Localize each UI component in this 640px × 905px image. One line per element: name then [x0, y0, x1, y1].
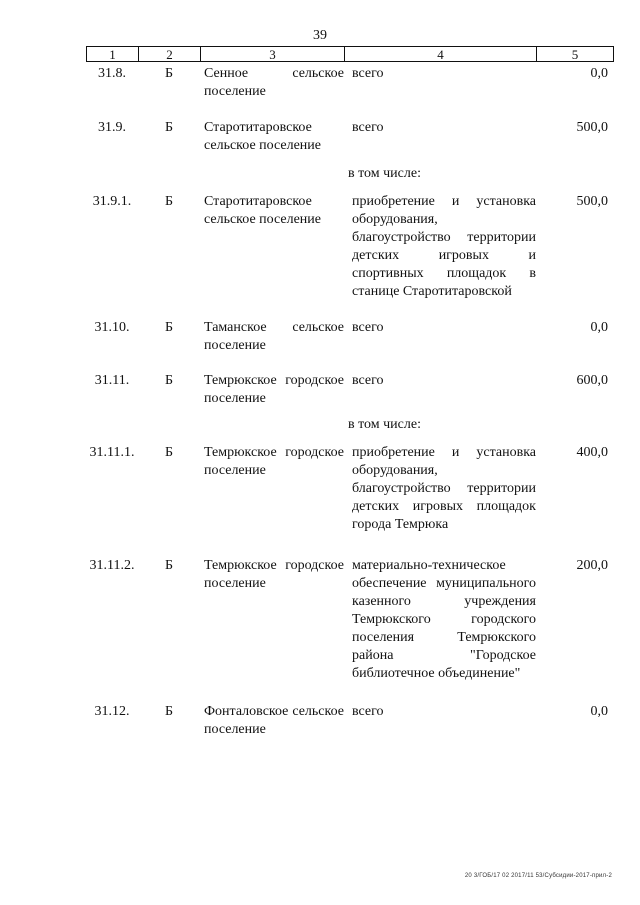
row-number: 31.8. [98, 66, 126, 81]
row-number: 31.11.1. [89, 445, 135, 460]
table-header [86, 46, 614, 62]
row-value: 0,0 [590, 320, 608, 335]
row-purpose: всего [352, 66, 384, 81]
footer-file-path: 20 3/ГОБ/17 02 2017/11 53/Субсидии-2017-прил-2 [464, 873, 612, 879]
row-value: 400,0 [576, 445, 608, 460]
row-name: Фонталовское сельское поселение [204, 704, 344, 737]
row-value: 200,0 [576, 558, 608, 573]
table-row [86, 703, 614, 739]
row-code: Б [164, 445, 174, 460]
row-code: Б [164, 194, 174, 209]
header-col-1: 1 [87, 47, 139, 61]
row-number: 31.12. [94, 704, 130, 719]
row-number: 31.9.1. [92, 194, 132, 209]
row-name: Темрюкское городское поселение [204, 558, 344, 591]
table-row [86, 319, 614, 355]
page-number: 39 [313, 28, 327, 43]
row-value: 500,0 [576, 120, 608, 135]
table-row [86, 557, 614, 683]
subhead-row [86, 416, 614, 434]
subhead-row [86, 165, 614, 183]
row-code: Б [164, 66, 174, 81]
row-purpose: всего [352, 120, 384, 135]
row-name: Таманское сельское поселение [204, 320, 344, 353]
row-name: Старотитаровское сельское поселение [204, 194, 321, 227]
row-code: Б [164, 373, 174, 388]
row-name: Старотитаровское сельское поселение [204, 120, 321, 153]
table-body [86, 65, 614, 739]
row-value: 0,0 [590, 66, 608, 81]
table-row [86, 444, 614, 534]
row-code: Б [164, 558, 174, 573]
row-name: Сенное сельское поселение [204, 66, 344, 99]
row-purpose: приобретение и установка оборудования, благоустройство территории детских игровых площадок города Темрюка [352, 445, 536, 532]
header-col-5: 5 [571, 47, 579, 62]
row-value: 0,0 [590, 704, 608, 719]
subhead-text: в том числе: [348, 166, 421, 181]
subhead-text: в том числе: [348, 417, 421, 432]
row-number: 31.11. [94, 373, 130, 388]
table-row [86, 119, 614, 155]
row-value: 600,0 [576, 373, 608, 388]
header-col-3: 3 [201, 47, 345, 61]
row-purpose: всего [352, 704, 384, 719]
row-purpose: всего [352, 373, 384, 388]
header-col-4: 4 [345, 47, 537, 61]
row-number: 31.9. [98, 120, 126, 135]
row-purpose: материально-техническое обеспечение муниципального казенного учреждения Темрюкского городского поселения Темрюкского района "Городское библиотечное объединение" [352, 558, 536, 681]
row-value: 500,0 [576, 194, 608, 209]
table-row [86, 372, 614, 408]
row-number: 31.10. [94, 320, 130, 335]
row-purpose: приобретение и установка оборудования, благоустройство территории детских игровых и спортивных площадок в станице Старотитаровской [352, 194, 536, 299]
table-row [86, 65, 614, 101]
header-col-2: 2 [139, 47, 201, 61]
table-row [86, 193, 614, 301]
row-name: Темрюкское городское поселение [204, 373, 344, 406]
row-purpose: всего [352, 320, 384, 335]
row-number: 31.11.2. [89, 558, 135, 573]
row-name: Темрюкское городское поселение [204, 445, 344, 478]
row-code: Б [164, 704, 174, 719]
row-code: Б [164, 120, 174, 135]
row-code: Б [164, 320, 174, 335]
